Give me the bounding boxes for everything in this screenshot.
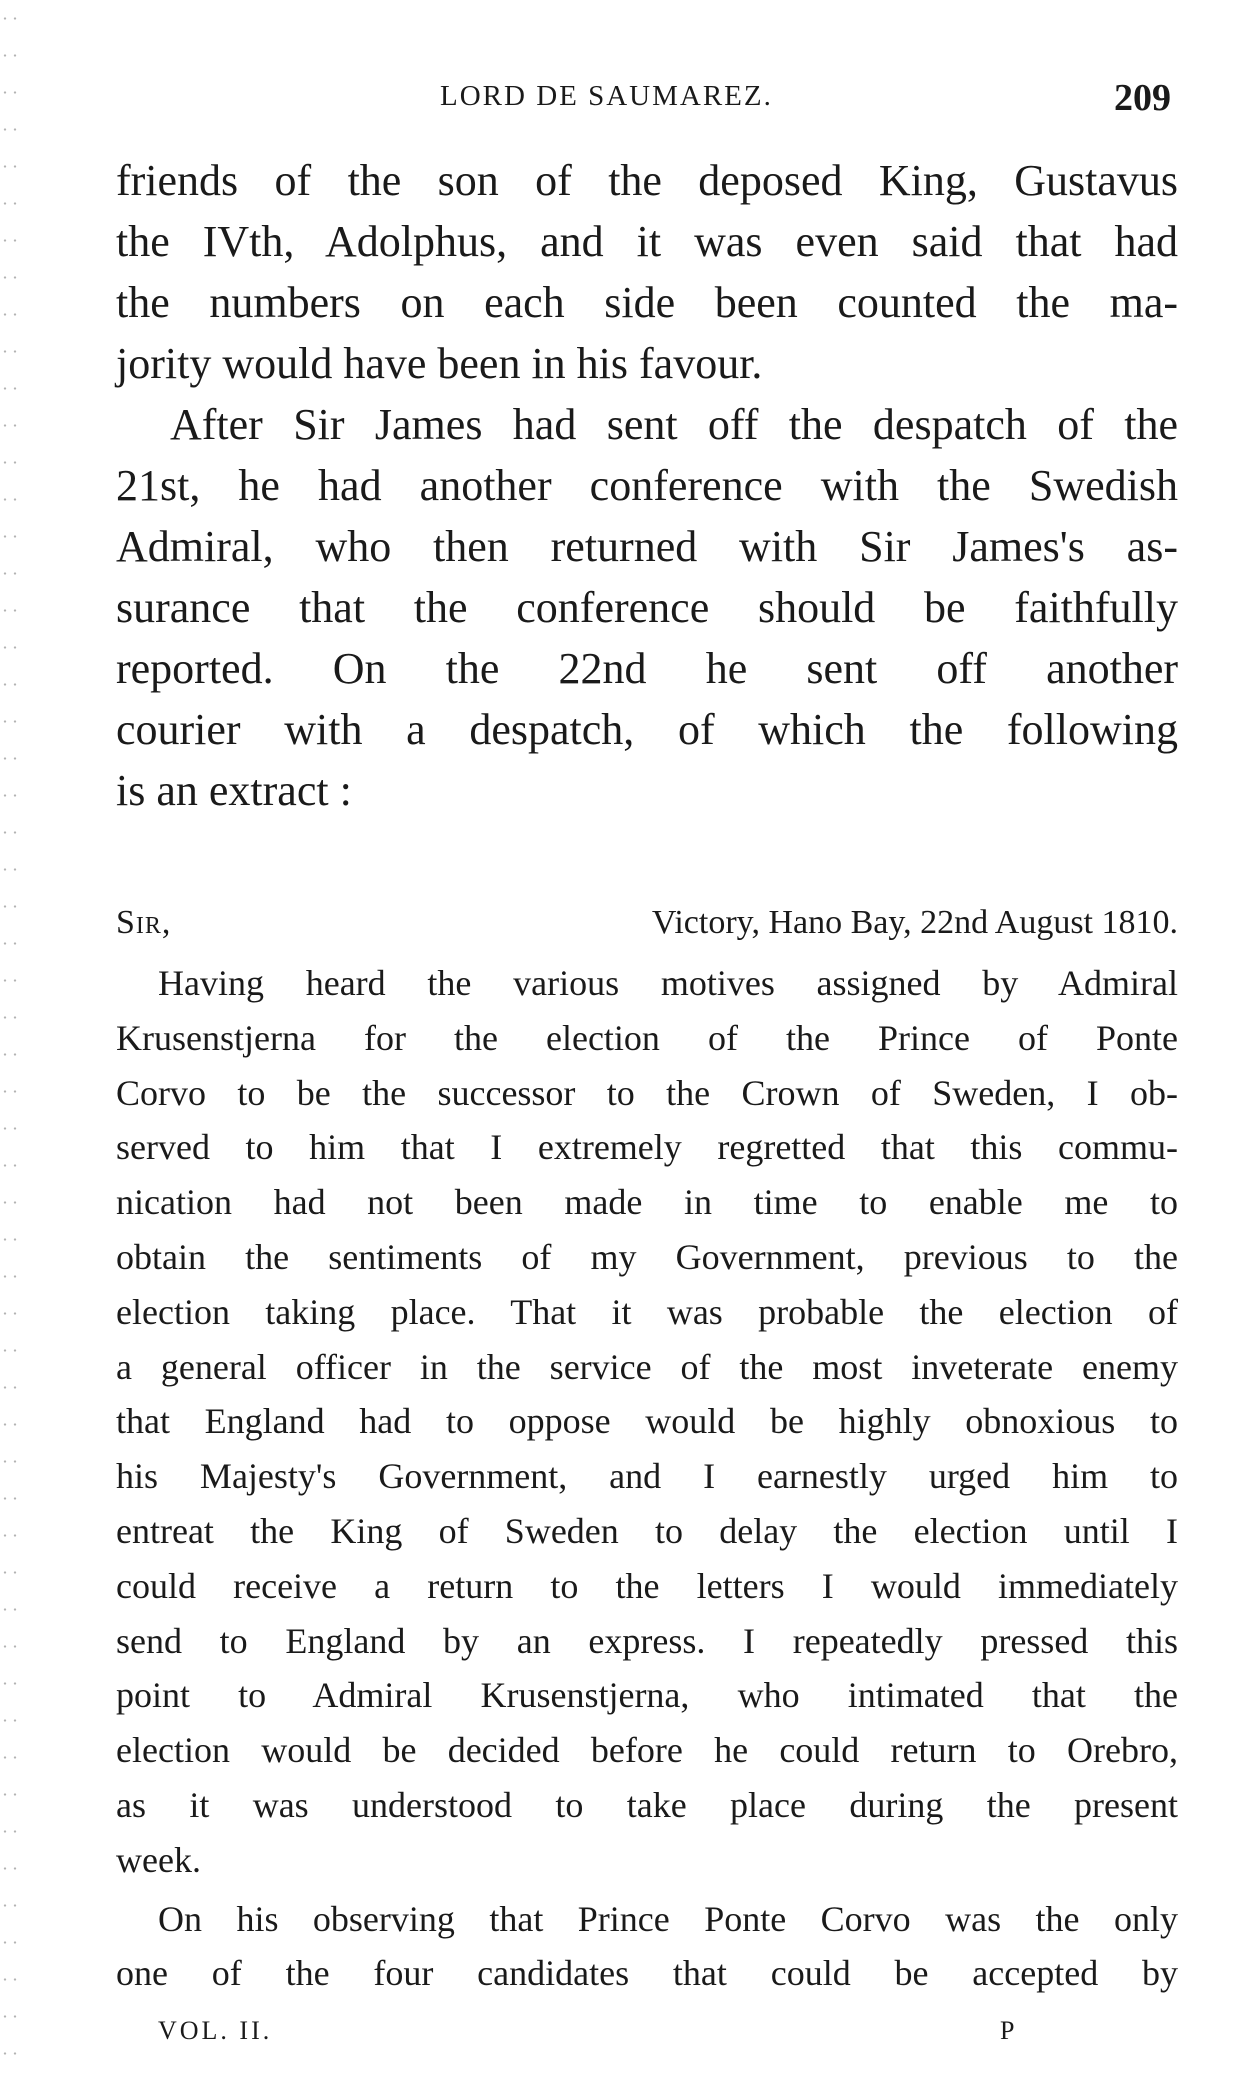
running-title: LORD DE SAUMAREZ. — [440, 80, 773, 112]
letter-line: Krusenstjerna for the election of the Prince of Ponte — [116, 1017, 1178, 1058]
text-line: the IVth, Adolphus, and it was even said that had — [116, 217, 1178, 266]
letter-line: election would be decided before he could return to Orebro, — [116, 1730, 1178, 1771]
text-line: reported. On the 22nd he sent off another — [116, 644, 1178, 693]
text-line: After Sir James had sent off the despatch of the — [170, 400, 1178, 449]
letter-line: as it was understood to take place during the present — [116, 1784, 1178, 1825]
page-footer — [158, 2016, 1193, 2056]
text-line: friends of the son of the deposed King, Gustavus — [116, 156, 1178, 205]
letter-line: obtain the sentiments of my Government, previous to the — [116, 1236, 1178, 1277]
letter-line: his Majesty's Government, and I earnestly urged him to — [116, 1456, 1178, 1497]
letter-paragraph-2 — [116, 1892, 1178, 2002]
letter-line: send to England by an express. I repeatedly pressed this — [116, 1620, 1178, 1661]
page-gutter-specks — [0, 0, 18, 2083]
letter-paragraph-1 — [116, 956, 1178, 1888]
letter-line: a general officer in the service of the most inveterate enemy — [116, 1346, 1178, 1387]
letter-line: week. — [116, 1839, 201, 1880]
running-head — [110, 76, 1193, 120]
text-line: Admiral, who then returned with Sir James's as- — [116, 522, 1178, 571]
letter-line: one of the four candidates that could be accepted by — [116, 1953, 1178, 1994]
text-line: surance that the conference should be faithfully — [116, 583, 1178, 632]
letter-line: Corvo to be the successor to the Crown of Sweden, I ob- — [116, 1072, 1178, 1113]
letter-line: election taking place. That it was probable the election of — [116, 1291, 1178, 1332]
main-text — [116, 150, 1178, 821]
text-line: jority would have been in his favour. — [116, 339, 763, 388]
text-line: 21st, he had another conference with the Swedish — [116, 461, 1178, 510]
letter-line: could receive a return to the letters I would immediately — [116, 1565, 1178, 1606]
letter-dateline: Victory, Hano Bay, 22nd August 1810. — [651, 904, 1178, 941]
letter-line: that England had to oppose would be highly obnoxious to — [116, 1401, 1178, 1442]
letter-line: served to him that I extremely regretted that this commu- — [116, 1127, 1178, 1168]
letter-line: point to Admiral Krusenstjerna, who intimated that the — [116, 1675, 1178, 1716]
text-line: the numbers on each side been counted the ma- — [116, 278, 1178, 327]
letter-line: On his observing that Prince Ponte Corvo was the only — [158, 1898, 1178, 1939]
main-paragraph-2 — [116, 394, 1178, 821]
letter-line: entreat the King of Sweden to delay the election until I — [116, 1510, 1178, 1551]
letter-line: nication had not been made in time to enable me to — [116, 1182, 1178, 1223]
text-line: courier with a despatch, of which the following — [116, 705, 1178, 754]
text-line: is an extract : — [116, 766, 352, 815]
main-paragraph-1 — [116, 150, 1178, 394]
signature-mark: P — [1000, 2016, 1015, 2045]
volume-label: VOL. II. — [158, 2016, 273, 2045]
letter-line: Having heard the various motives assigned by Admiral — [158, 963, 1178, 1003]
letter-head — [116, 900, 1178, 956]
letter-extract — [116, 900, 1178, 2001]
letter-salutation: Sir, — [116, 904, 172, 941]
page-number: 209 — [1114, 77, 1171, 119]
